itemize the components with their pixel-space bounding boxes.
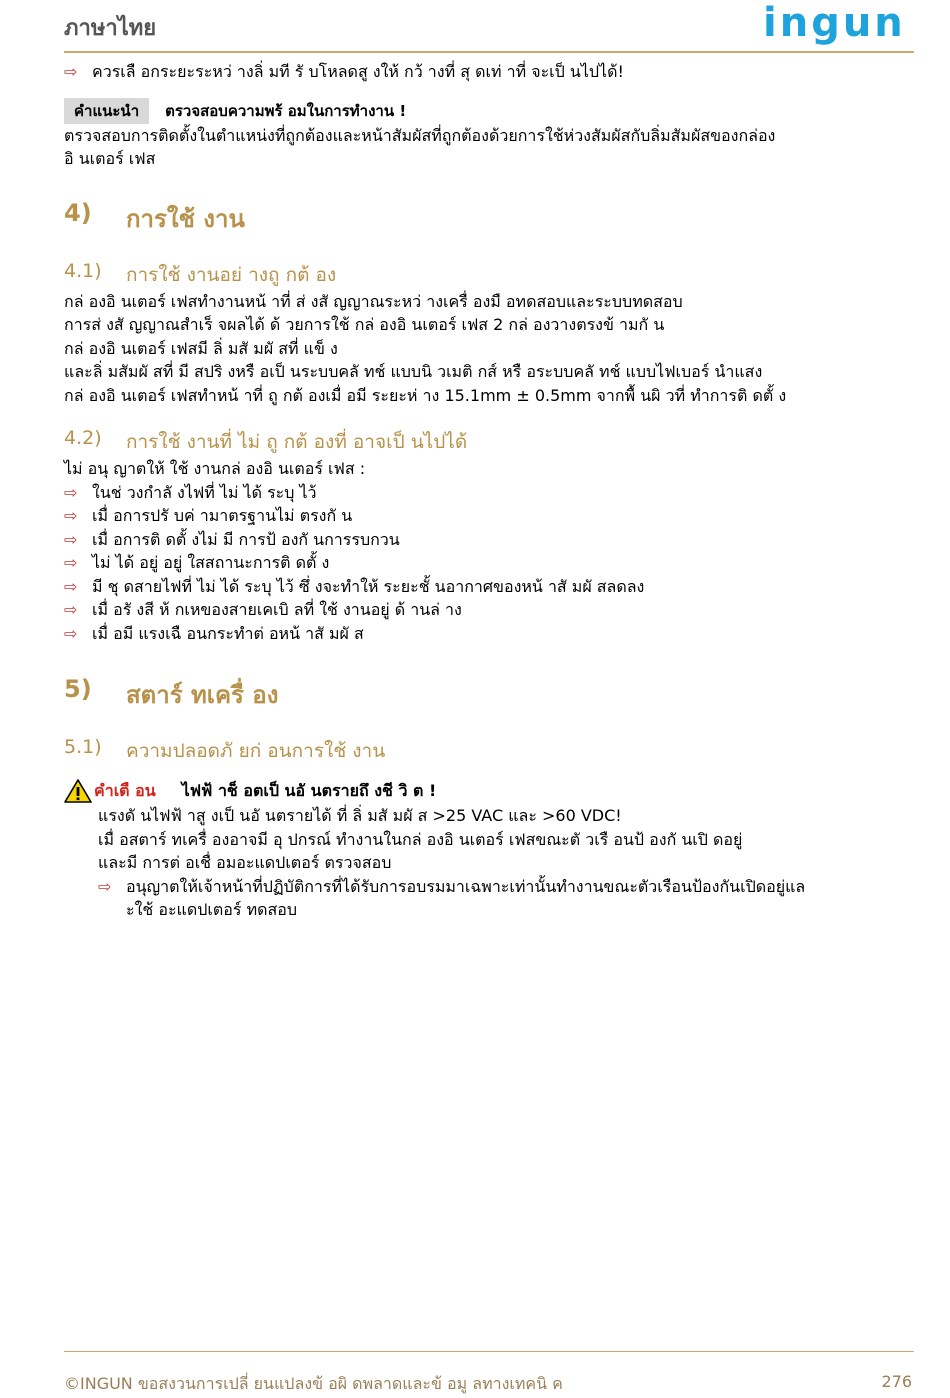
subsection-title: การใช้ งานที่ ไม่ ถู กต้ องที่ อาจเป็ นไปได้ xyxy=(126,431,468,453)
subsection-number: 4.2) xyxy=(64,427,102,449)
list-item-text: มี ชุ ดสายไฟที่ ไม่ ได้ ระบุ ไว้ ซึ่ งจะทำให้ ระยะชั้ นอากาศของหน้ าสั มผั สลดลง xyxy=(92,576,645,596)
warning-icon xyxy=(64,778,92,804)
paragraph-line: กล่ องอิ นเตอร์ เฟสทำหน้ าที่ ถู กต้ องเมื่ อมี ระยะห่ าง 15.1mm ± 0.5mm จากพื้ นผิ วที่ ทำการติ ดตั้ ง xyxy=(64,385,787,405)
arrow-right-icon: ⇨ xyxy=(64,482,78,502)
section-4-1-heading xyxy=(64,260,914,290)
footer-copyright: ©INGUN ขอสงวนการเปลี่ ยนแปลงข้ อผิ ดพลาดและข้ อมู ลทางเทคนิ ค xyxy=(64,1374,563,1393)
list-item xyxy=(64,598,914,622)
list-item-text: เมื่ อรั งสี ห้ กเหของสายเคเบิ ลที่ ใช้ งานอยู่ ด้ านล่ าง xyxy=(92,600,462,619)
section-5-1-heading xyxy=(64,736,914,766)
warning-bullet xyxy=(64,875,914,899)
section-title: การใช้ งาน xyxy=(126,204,245,233)
paragraph-line: ไม่ อนุ ญาตให้ ใช้ งานกล่ องอิ นเตอร์ เฟส : xyxy=(64,459,366,478)
arrow-right-icon: ⇨ xyxy=(64,576,78,596)
paragraph-line: การส่ งสั ญญาณสำเร็ จผลได้ ด้ วยการใช้ กล่ องอิ นเตอร์ เฟส 2 กล่ องวางตรงข้ ามกั น xyxy=(64,315,665,334)
subsection-number: 5.1) xyxy=(64,736,102,758)
subsection-title: ความปลอดภั ยก่ อนการใช้ งาน xyxy=(126,740,386,762)
note-line: ตรวจสอบการติดตั้งในตำแหน่งที่ถูกต้องและหน้าสัมผัสที่ถูกต้องด้วยการใช้ห่วงสัมผัสกับลิ่มสัมผัสของกล่อง xyxy=(64,125,776,145)
section-5-heading xyxy=(64,675,914,714)
header-language: ภาษาไทย xyxy=(64,16,157,41)
note-header xyxy=(64,98,914,124)
arrow-right-icon: ⇨ xyxy=(64,529,78,549)
intro-bullet-text: ควรเลื อกระยะระหว่ างลิ่ มที รั บโหลดสู งให้ กว้ างที่ สุ ดเท่ าที่ จะเป็ นไปได้! xyxy=(92,62,624,81)
paragraph-line: กล่ องอิ นเตอร์ เฟสทำงานหน้ าที่ ส่ งสั ญญาณระหว่ างเครื่ องมื อทดสอบและระบบทดสอบ xyxy=(64,291,683,311)
logo-text: ingun xyxy=(763,2,906,46)
paragraph-line: และลิ่ มสัมผั สที่ มี สปริ งหรื อเป็ นระบบคลั ทช์ แบบนิ วเมติ กส์ หรื อระบบคลั ทช์ แบบไฟเบอร์ นำแสง xyxy=(64,362,763,381)
note-title: ตรวจสอบความพร้ อมในการทำงาน ! xyxy=(165,101,407,120)
warning-title: ไฟฟ้ าช็ อตเป็ นอั นตรายถึ งชี วิ ต ! xyxy=(181,780,437,800)
arrow-right-icon: ⇨ xyxy=(64,600,78,619)
list-item-text: เมื่ อมี แรงเฉื อนกระทำต่ อหน้ าสั มผั ส xyxy=(92,623,364,643)
warning-line: เมื่ อสตาร์ ทเครื่ องอาจมี อุ ปกรณ์ ทำงานในกล่ องอิ นเตอร์ เฟสขณะตั วเรื อนป้ องกั นเปิ ดอยู่ xyxy=(98,829,743,849)
list-item-text: ในช่ วงกำลั งไฟที่ ไม่ ได้ ระบุ ไว้ xyxy=(92,482,317,502)
list-item xyxy=(64,481,914,505)
section-4-heading xyxy=(64,199,914,238)
list-item xyxy=(64,551,914,575)
paragraph-line: กล่ องอิ นเตอร์ เฟสมี ลิ่ มสั มผั สที่ แข็ ง xyxy=(64,338,338,358)
subsection-number: 4.1) xyxy=(64,259,102,282)
section-number: 5) xyxy=(64,675,92,703)
arrow-right-icon: ⇨ xyxy=(64,623,78,643)
warning-line: และมี การต่ อเชื่ อมอะแดปเตอร์ ตรวจสอบ xyxy=(98,853,392,872)
ingun-logo xyxy=(763,2,918,46)
section-number: 4) xyxy=(64,198,92,227)
list-item xyxy=(64,528,914,552)
list-item xyxy=(64,622,914,646)
page-content xyxy=(64,60,914,922)
warning-bullet-continuation: ะใช้ อะแดปเตอร์ ทดสอบ xyxy=(126,900,298,919)
page-number: 276 xyxy=(881,1372,912,1391)
arrow-right-icon: ⇨ xyxy=(98,876,112,896)
warning-bullet-text: อนุญาตให้เจ้าหน้าที่ปฏิบัติการที่ได้รับการอบรมมาเฉพาะเท่านั้นทำงานขณะตัวเรือนป้องกันเปิดอยู่แล xyxy=(126,876,806,896)
intro-bullet xyxy=(64,60,914,84)
note-label: คำแนะนำ xyxy=(64,98,149,124)
header-rule xyxy=(64,51,914,53)
warning-header xyxy=(64,778,914,804)
arrow-right-icon: ⇨ xyxy=(64,62,78,81)
warning-label: คำเตื อน xyxy=(94,780,156,800)
footer-rule xyxy=(64,1351,914,1352)
warning-line: แรงดั นไฟฟ้ าสู งเป็ นอั นตรายได้ ที่ ลิ่ มสั มผั ส >25 VAC และ >60 VDC! xyxy=(98,806,622,825)
section-title: สตาร์ ทเครื่ อง xyxy=(126,681,279,709)
subsection-title: การใช้ งานอย่ างถู กต้ อง xyxy=(126,263,337,286)
arrow-right-icon: ⇨ xyxy=(64,506,78,525)
arrow-right-icon: ⇨ xyxy=(64,553,78,572)
section-4-2-heading xyxy=(64,427,914,457)
note-line: อิ นเตอร์ เฟส xyxy=(64,149,156,168)
list-item xyxy=(64,504,914,528)
list-item-text: เมื่ อการปรั บค่ ามาตรฐานไม่ ตรงกั น xyxy=(92,506,353,525)
list-item-text: ไม่ ได้ อยู่ อยู่ ใสสถานะการติ ดตั้ ง xyxy=(92,553,330,572)
list-item-text: เมื่ อการติ ดตั้ งไม่ มี การป้ องกั นการรบกวน xyxy=(92,529,400,549)
list-item xyxy=(64,575,914,599)
